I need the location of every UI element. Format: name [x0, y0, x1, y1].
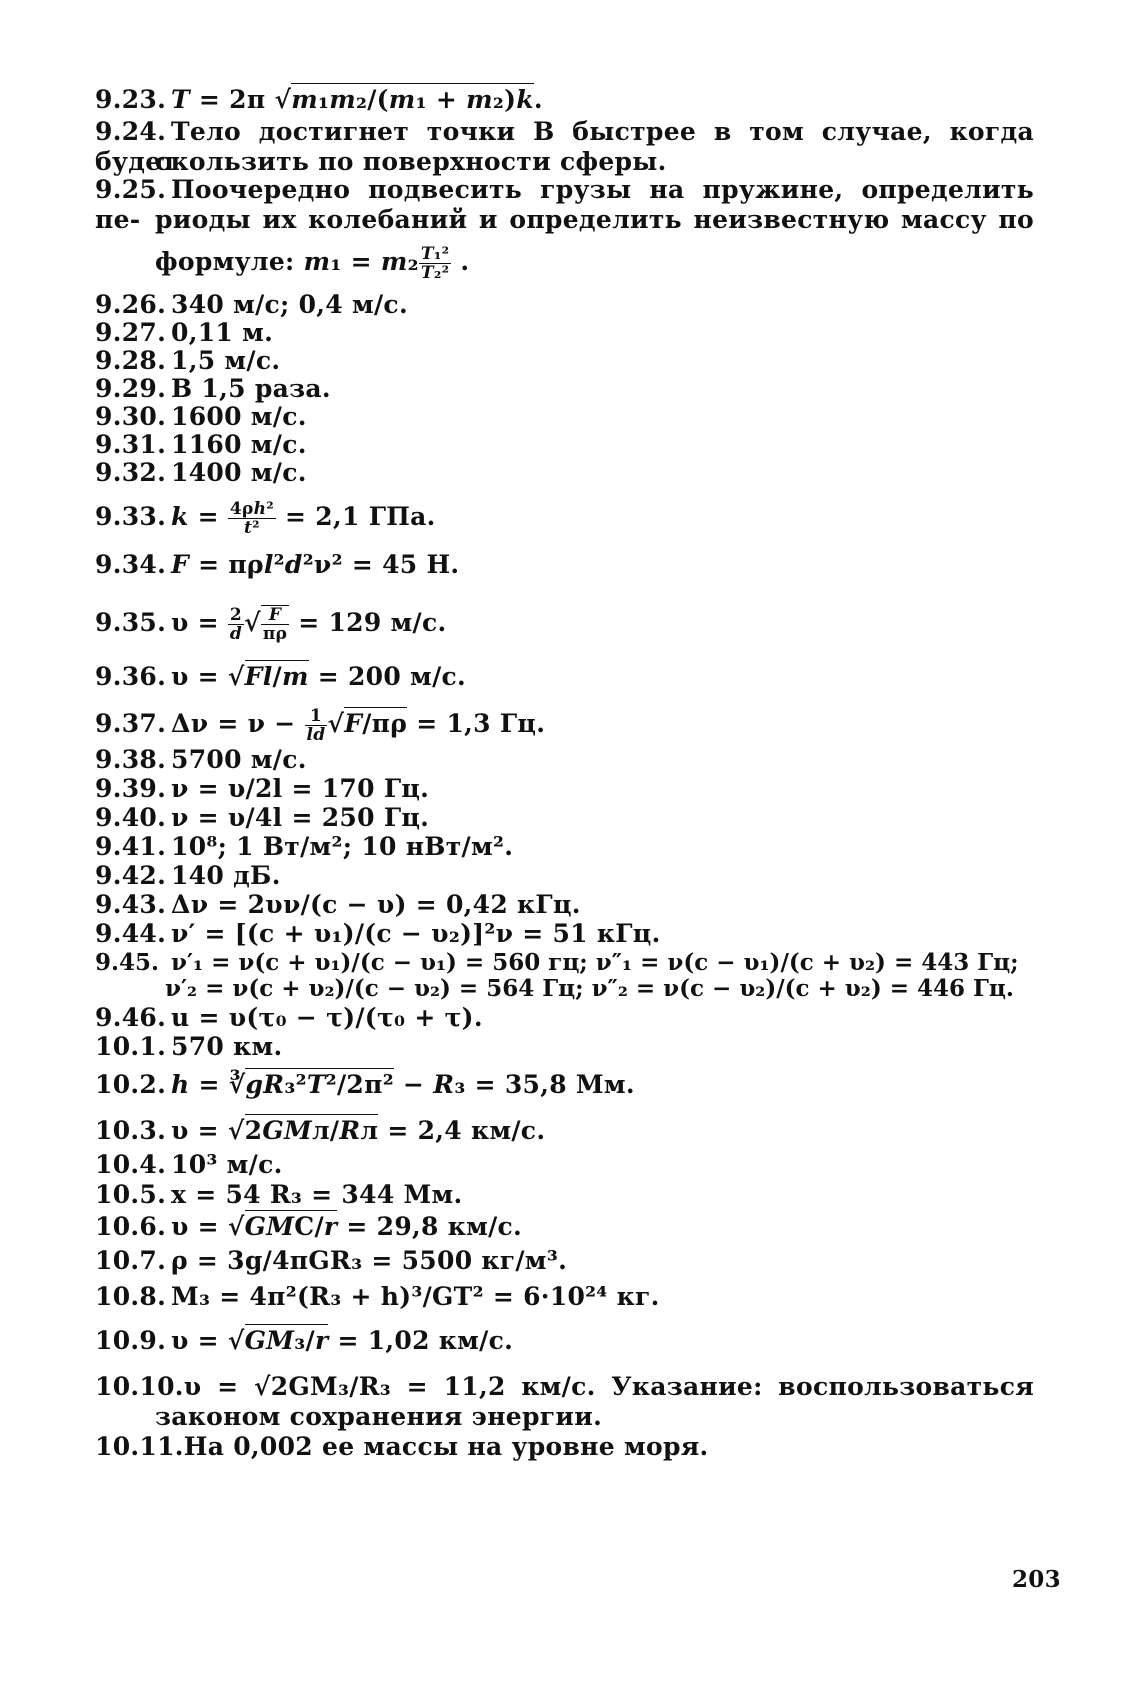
answer-number: 9.40.	[95, 803, 167, 832]
answer-text: 570 км.	[171, 1032, 283, 1061]
answer-number: 9.30.	[95, 402, 167, 431]
answer-10-1	[95, 1032, 1034, 1062]
answer-10-2	[95, 1070, 1034, 1100]
answer-text: x = 54 R₃ = 344 Мм.	[171, 1180, 463, 1209]
answer-text: h = ∛gR₃²T²/2π² − R₃ = 35,8 Мм.	[171, 1070, 635, 1099]
answer-10-7	[95, 1246, 1034, 1276]
answer-number: 9.28.	[95, 346, 167, 375]
answer-9-45-continuation: ν′₂ = ν(c + υ₂)/(c − υ₂) = 564 Гц; ν″₂ = ν(c − υ₂)/(c + υ₂) = 446 Гц.	[165, 975, 1014, 1002]
answer-number: 10.5.	[95, 1180, 167, 1209]
answer-9-28	[95, 346, 1034, 376]
answer-10-5	[95, 1180, 1034, 1210]
answer-9-26	[95, 290, 1034, 320]
answer-text: 1160 м/с.	[171, 430, 307, 459]
answer-number: 9.37.	[95, 709, 167, 738]
answer-9-25-continuation: риоды их колебаний и определить неизвестную массу по	[155, 205, 1034, 234]
answer-text: Δν = ν − $\frac{1}{ld}$ √F/πρ = 1,3 Гц.	[171, 706, 546, 745]
answer-text: Тело достигнет точки B быстрее в том случае, когда будет	[95, 117, 1034, 176]
answer-9-40	[95, 803, 1034, 833]
answer-text: υ = √2GM₃/R₃ = 11,2 км/с. Указание: воспользоваться	[183, 1372, 1034, 1401]
answer-text: На 0,002 ее массы на уровне моря.	[183, 1432, 709, 1461]
answer-9-41	[95, 832, 1034, 862]
answer-number: 10.6.	[95, 1212, 167, 1241]
answer-text: u = υ(τ₀ − τ)/(τ₀ + τ).	[171, 1003, 483, 1032]
answer-9-36	[95, 662, 1034, 692]
answer-10-4	[95, 1150, 1034, 1180]
answer-number: 9.26.	[95, 290, 167, 319]
answer-text: υ = √Fl/m = 200 м/с.	[171, 662, 467, 691]
answer-text: 1600 м/с.	[171, 402, 307, 431]
answer-9-29	[95, 374, 1034, 404]
answer-text: ρ = 3g/4πGR₃ = 5500 кг/м³.	[171, 1246, 568, 1275]
answer-text: 5700 м/с.	[171, 745, 307, 774]
answer-number: 10.8.	[95, 1282, 167, 1311]
answer-text: T = 2π √m₁m₂/(m₁ + m₂)k.	[171, 85, 543, 114]
answer-9-25-formula: формуле: m₁ = m₂ $\frac{\text{T₁²}}{\text{T₂²}}$ .	[155, 244, 470, 283]
answer-number: 9.32.	[95, 458, 167, 487]
answer-number: 9.41.	[95, 832, 167, 861]
answer-9-46	[95, 1003, 1034, 1033]
answer-number: 9.27.	[95, 318, 167, 347]
answer-10-11	[95, 1432, 1034, 1462]
answer-9-35	[95, 605, 1034, 643]
answer-text: 10³ м/с.	[171, 1150, 283, 1179]
answer-10-10	[95, 1372, 1034, 1402]
answer-10-3	[95, 1116, 1034, 1146]
answer-9-38	[95, 745, 1034, 775]
answer-number: 9.33.	[95, 502, 167, 531]
answer-10-10-continuation: законом сохранения энергии.	[155, 1402, 603, 1431]
answer-text: 1400 м/с.	[171, 458, 307, 487]
answer-text: k = $\frac{\text{4ρh²}}{\text{t²}}$ = 2,1 ГПа.	[171, 499, 436, 538]
answer-9-37	[95, 707, 1034, 744]
answer-9-42	[95, 861, 1034, 891]
answer-number: 9.46.	[95, 1003, 167, 1032]
answer-number: 9.25.	[95, 175, 167, 204]
answer-text: Поочередно подвесить грузы на пружине, определить пе-	[95, 175, 1034, 234]
answer-text: υ = √2GMл/Rл = 2,4 км/с.	[171, 1116, 546, 1145]
answer-text: 1,5 м/с.	[171, 346, 281, 375]
answer-9-39	[95, 774, 1034, 804]
answer-9-33	[95, 500, 1034, 537]
answer-number: 10.1.	[95, 1032, 167, 1061]
answer-9-32	[95, 458, 1034, 488]
answer-text: ν′ = [(c + υ₁)/(c − υ₂)]²ν = 51 кГц.	[171, 919, 661, 948]
answer-text: F = πρl²d²ν² = 45 Н.	[171, 550, 460, 579]
answer-number: 9.23.	[95, 85, 167, 114]
answer-text: ν′₁ = ν(c + υ₁)/(c − υ₁) = 560 гц; ν″₁ = ν(c − υ₁)/(c + υ₂) = 443 Гц;	[171, 949, 1019, 976]
answer-10-8	[95, 1282, 1034, 1312]
answer-number: 10.7.	[95, 1246, 167, 1275]
answer-text: ν = υ/4l = 250 Гц.	[171, 803, 430, 832]
answer-text: Δν = 2υν/(c − υ) = 0,42 кГц.	[171, 890, 581, 919]
answer-number: 9.45.	[95, 949, 160, 976]
answer-number: 9.34.	[95, 550, 167, 579]
answer-9-24-continuation: скользить по поверхности сферы.	[155, 147, 667, 176]
answer-number: 10.10.	[95, 1372, 184, 1401]
answer-number: 10.3.	[95, 1116, 167, 1145]
answer-number: 10.11.	[95, 1432, 184, 1461]
answer-text: 10⁸; 1 Вт/м²; 10 нВт/м².	[171, 832, 514, 861]
answer-9-23	[95, 85, 1034, 115]
answer-number: 9.29.	[95, 374, 167, 403]
answer-9-31	[95, 430, 1034, 460]
answer-10-9	[95, 1326, 1034, 1356]
answer-text: υ = √GM₃/r = 1,02 км/с.	[171, 1326, 514, 1355]
answer-9-43	[95, 890, 1034, 920]
answer-text: В 1,5 раза.	[171, 374, 331, 403]
answer-9-44	[95, 919, 1034, 949]
answer-text: ν = υ/2l = 170 Гц.	[171, 774, 430, 803]
answer-number: 9.39.	[95, 774, 167, 803]
answer-number: 10.9.	[95, 1326, 167, 1355]
answer-number: 9.44.	[95, 919, 167, 948]
answer-text: 340 м/с; 0,4 м/с.	[171, 290, 408, 319]
answer-number: 9.38.	[95, 745, 167, 774]
answer-text: υ = $\frac{2}{d}$ √ $\frac{F}{\pi\rho}$ = 129 м/с.	[171, 604, 447, 644]
answer-number: 9.31.	[95, 430, 167, 459]
answer-number: 10.4.	[95, 1150, 167, 1179]
answer-10-6	[95, 1212, 1034, 1242]
answer-9-30	[95, 402, 1034, 432]
answer-number: 9.35.	[95, 607, 167, 637]
answer-9-27	[95, 318, 1034, 348]
answer-text: 0,11 м.	[171, 318, 274, 347]
answer-text: M₃ = 4π²(R₃ + h)³/GT² = 6·10²⁴ кг.	[171, 1282, 660, 1311]
answer-number: 10.2.	[95, 1070, 167, 1099]
page-number: 203	[1012, 1566, 1061, 1593]
answer-number: 9.24.	[95, 117, 167, 146]
answer-number: 9.36.	[95, 662, 167, 691]
answer-number: 9.43.	[95, 890, 167, 919]
answer-text: 140 дБ.	[171, 861, 281, 890]
answer-9-34	[95, 550, 1034, 580]
answer-number: 9.42.	[95, 861, 167, 890]
answer-text: υ = √GMC/r = 29,8 км/с.	[171, 1212, 523, 1241]
